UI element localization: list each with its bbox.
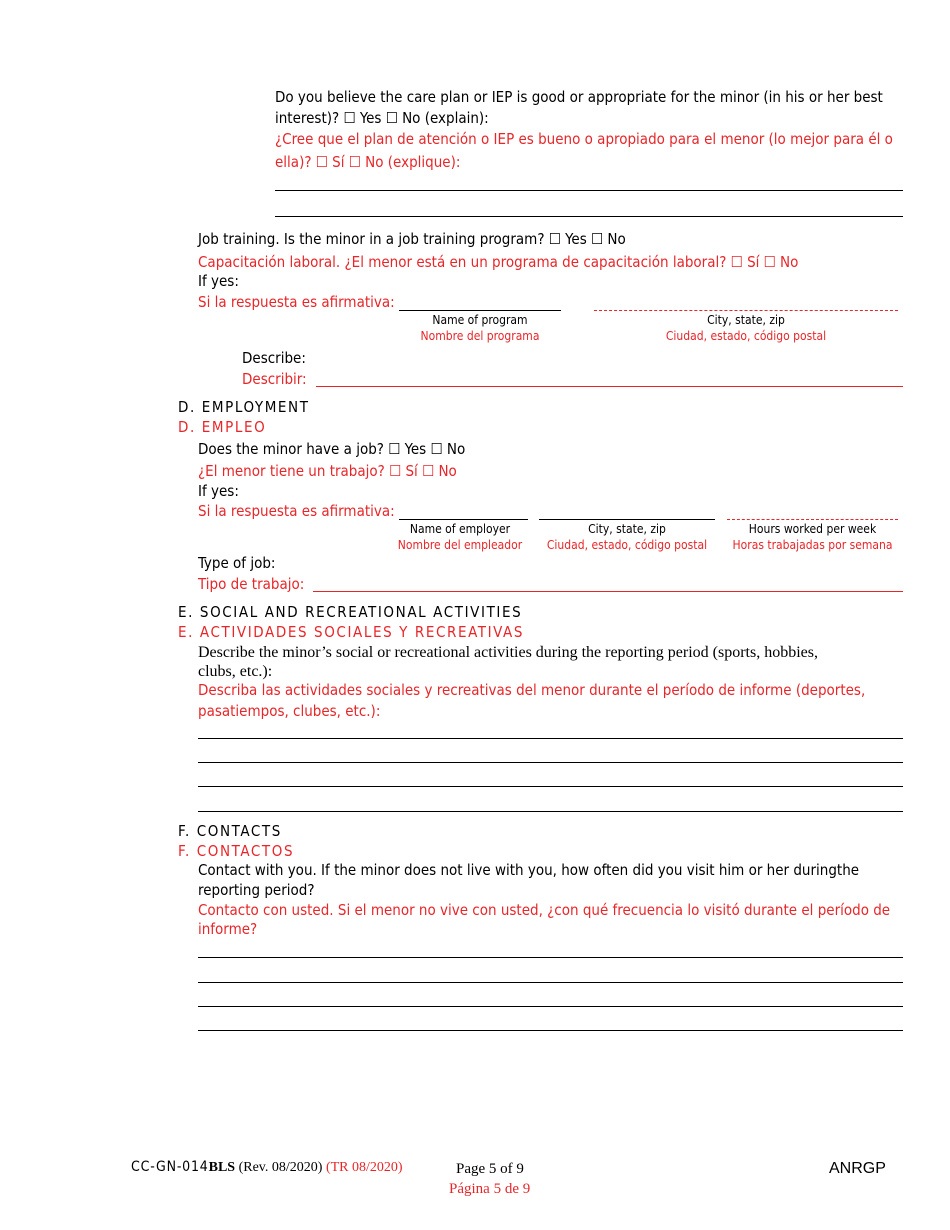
program-name-field[interactable]	[399, 310, 561, 311]
contacts-answer-line-4[interactable]	[198, 1030, 903, 1031]
describe-field[interactable]	[316, 386, 903, 387]
contacts-question-es: Contacto con usted. Si el menor no vive con usted, ¿con qué frecuencia lo visitó durante el período de	[198, 901, 891, 919]
employer-city-caption: City, state, zip Ciudad, estado, código postal	[546, 522, 708, 553]
job-type-field[interactable]	[313, 591, 903, 592]
page-number-es: Página 5 de 9	[449, 1181, 531, 1197]
employment-if-yes: If yes:	[198, 482, 239, 500]
employment-if-yes-es: Si la respuesta es afirmativa:	[198, 502, 395, 520]
social-question-es-cont: pasatiempos, clubes, etc.):	[198, 702, 381, 720]
program-name-caption: Name of program Nombre del programa	[420, 313, 540, 344]
social-heading-es: E. ACTIVIDADES SOCIALES Y RECREATIVAS	[178, 623, 525, 641]
care-plan-question-cont: interest)? ☐ Yes ☐ No (explain):	[275, 109, 489, 127]
hours-worked-caption: Hours worked per week Horas trabajadas por semana	[732, 522, 893, 553]
social-heading: E. SOCIAL AND RECREATIONAL ACTIVITIES	[178, 603, 523, 621]
employment-question: Does the minor have a job? ☐ Yes ☐ No	[198, 440, 466, 458]
describe-label-es: Describir:	[242, 370, 307, 388]
care-plan-question-es: ¿Cree que el plan de atención o IEP es bueno o apropiado para el menor (lo mejor para él o	[275, 130, 893, 148]
contacts-heading-es: F. CONTACTOS	[178, 842, 295, 860]
employment-heading-es: D. EMPLEO	[178, 418, 267, 436]
job-type-label: Type of job:	[198, 554, 276, 572]
employment-heading: D. EMPLOYMENT	[178, 398, 310, 416]
form-id: CC-GN-014BLS (Rev. 08/2020) (TR 08/2020)	[131, 1159, 403, 1175]
care-plan-question: Do you believe the care plan or IEP is good or appropriate for the minor (in his or her best	[275, 88, 883, 106]
care-plan-answer-line-2[interactable]	[275, 216, 903, 217]
social-question: Describe the minor’s social or recreational activities during the reporting period (sports, hobbies,	[198, 644, 818, 661]
social-answer-line-3[interactable]	[198, 786, 903, 787]
employment-question-es: ¿El menor tiene un trabajo? ☐ Sí ☐ No	[198, 462, 457, 480]
job-type-label-es: Tipo de trabajo:	[198, 575, 305, 593]
social-question-es: Describa las actividades sociales y recreativas del menor durante el período de informe (deportes,	[198, 681, 866, 699]
contacts-answer-line-1[interactable]	[198, 957, 903, 958]
employer-name-caption: Name of employer Nombre del empleador	[397, 522, 523, 553]
job-training-question-es: Capacitación laboral. ¿El menor está en un programa de capacitación laboral? ☐ Sí ☐ No	[198, 253, 799, 271]
form-code: ANRGP	[829, 1160, 886, 1177]
care-plan-question-es-cont: ella)? ☐ Sí ☐ No (explique):	[275, 153, 461, 171]
contacts-question-cont: reporting period?	[198, 881, 315, 899]
contacts-answer-line-2[interactable]	[198, 982, 903, 983]
program-city-field[interactable]	[594, 310, 898, 311]
job-training-if-yes: If yes:	[198, 272, 239, 290]
program-city-caption: City, state, zip Ciudad, estado, código postal	[665, 313, 827, 344]
contacts-question: Contact with you. If the minor does not live with you, how often did you visit him or her duringthe	[198, 861, 860, 879]
employer-name-field[interactable]	[399, 519, 528, 520]
contacts-answer-line-3[interactable]	[198, 1006, 903, 1007]
describe-label: Describe:	[242, 349, 306, 367]
social-answer-line-4[interactable]	[198, 811, 903, 812]
employer-city-field[interactable]	[539, 519, 715, 520]
job-training-question: Job training. Is the minor in a job training program? ☐ Yes ☐ No	[198, 230, 626, 248]
page-number: Page 5 of 9	[456, 1161, 524, 1177]
hours-worked-field[interactable]	[727, 519, 898, 520]
care-plan-answer-line-1[interactable]	[275, 190, 903, 191]
social-question-cont: clubs, etc.):	[198, 663, 273, 680]
social-answer-line-2[interactable]	[198, 762, 903, 763]
social-answer-line-1[interactable]	[198, 738, 903, 739]
contacts-heading: F. CONTACTS	[178, 822, 282, 840]
contacts-question-es-cont: informe?	[198, 920, 258, 938]
job-training-if-yes-es: Si la respuesta es afirmativa:	[198, 293, 395, 311]
